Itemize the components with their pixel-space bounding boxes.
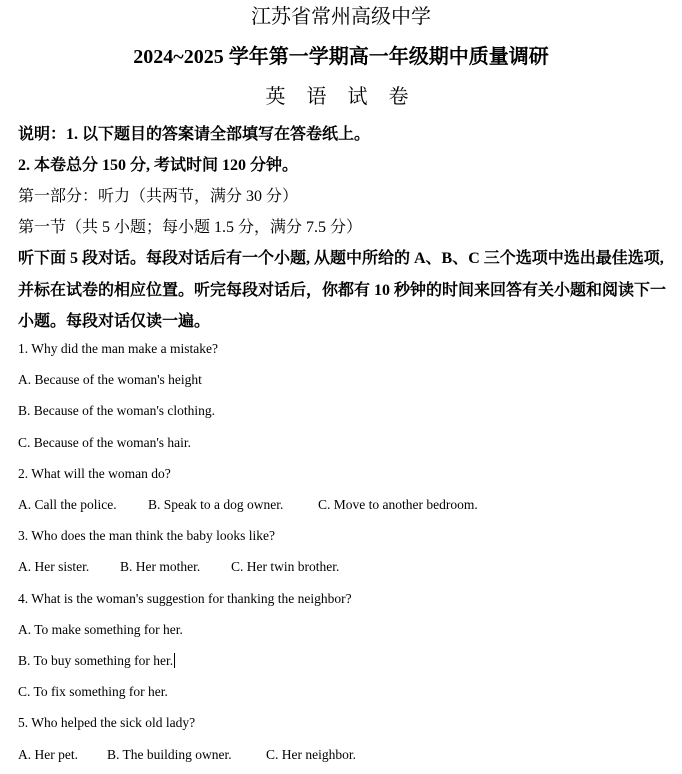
question-2-option-b: B. Speak to a dog owner.	[148, 497, 284, 512]
section-1-heading: 第一节（共 5 小题；每小题 1.5 分，满分 7.5 分）	[18, 219, 363, 236]
question-3-option-b: B. Her mother.	[120, 559, 201, 574]
question-5-option-b: B. The building owner.	[107, 747, 232, 762]
question-1-option-b: B. Because of the woman's clothing.	[18, 403, 216, 418]
question-2-option-a: A. Call the police.	[18, 497, 117, 512]
directions-line-2: 并标在试卷的相应位置。听完每段对话后，你都有 10 秒钟的时间来回答有关小题和阅读下一	[18, 282, 667, 299]
note-1: 说明：1. 以下题目的答案请全部填写在答卷纸上。	[18, 126, 371, 143]
question-3-stem: 3. Who does the man think the baby looks like?	[18, 528, 275, 543]
exam-title: 2024~2025 学年第一学期高一年级期中质量调研	[133, 46, 549, 68]
question-1-option-c: C. Because of the woman's hair.	[18, 435, 192, 450]
question-4-stem: 4. What is the woman's suggestion for thanking the neighbor?	[18, 591, 352, 606]
question-4-option-b-row	[18, 653, 175, 669]
directions-line-3: 小题。每段对话仅读一遍。	[18, 313, 211, 330]
question-5-option-a: A. Her pet.	[18, 747, 78, 762]
question-3-options	[18, 559, 339, 575]
part-1-heading: 第一部分：听力（共两节，满分 30 分）	[18, 188, 299, 205]
question-2-options	[18, 497, 478, 513]
question-2-stem: 2. What will the woman do?	[18, 466, 171, 481]
question-3-option-a: A. Her sister.	[18, 559, 90, 574]
subject-title: 英 语 试 卷	[265, 86, 417, 108]
question-4-option-c: C. To fix something for her.	[18, 684, 168, 699]
question-5-option-c: C. Her neighbor.	[266, 747, 356, 762]
question-3-option-c: C. Her twin brother.	[231, 559, 340, 574]
school-name: 江苏省常州高级中学	[251, 6, 431, 28]
question-5-stem: 5. Who helped the sick old lady?	[18, 715, 196, 730]
note-2: 2. 本卷总分 150 分, 考试时间 120 分钟。	[18, 157, 299, 174]
question-1-stem: 1. Why did the man make a mistake?	[18, 341, 218, 356]
question-4-option-b: B. To buy something for her.	[18, 653, 174, 668]
question-4-option-a: A. To make something for her.	[18, 622, 183, 637]
question-1-option-a: A. Because of the woman's height	[18, 372, 202, 387]
question-2-option-c: C. Move to another bedroom.	[318, 497, 478, 512]
directions-line-1: 听下面 5 段对话。每段对话后有一个小题, 从题中所给的 A、B、C 三个选项中选出最佳选项,	[18, 250, 664, 267]
text-cursor	[174, 653, 175, 668]
question-5-options	[18, 747, 356, 763]
